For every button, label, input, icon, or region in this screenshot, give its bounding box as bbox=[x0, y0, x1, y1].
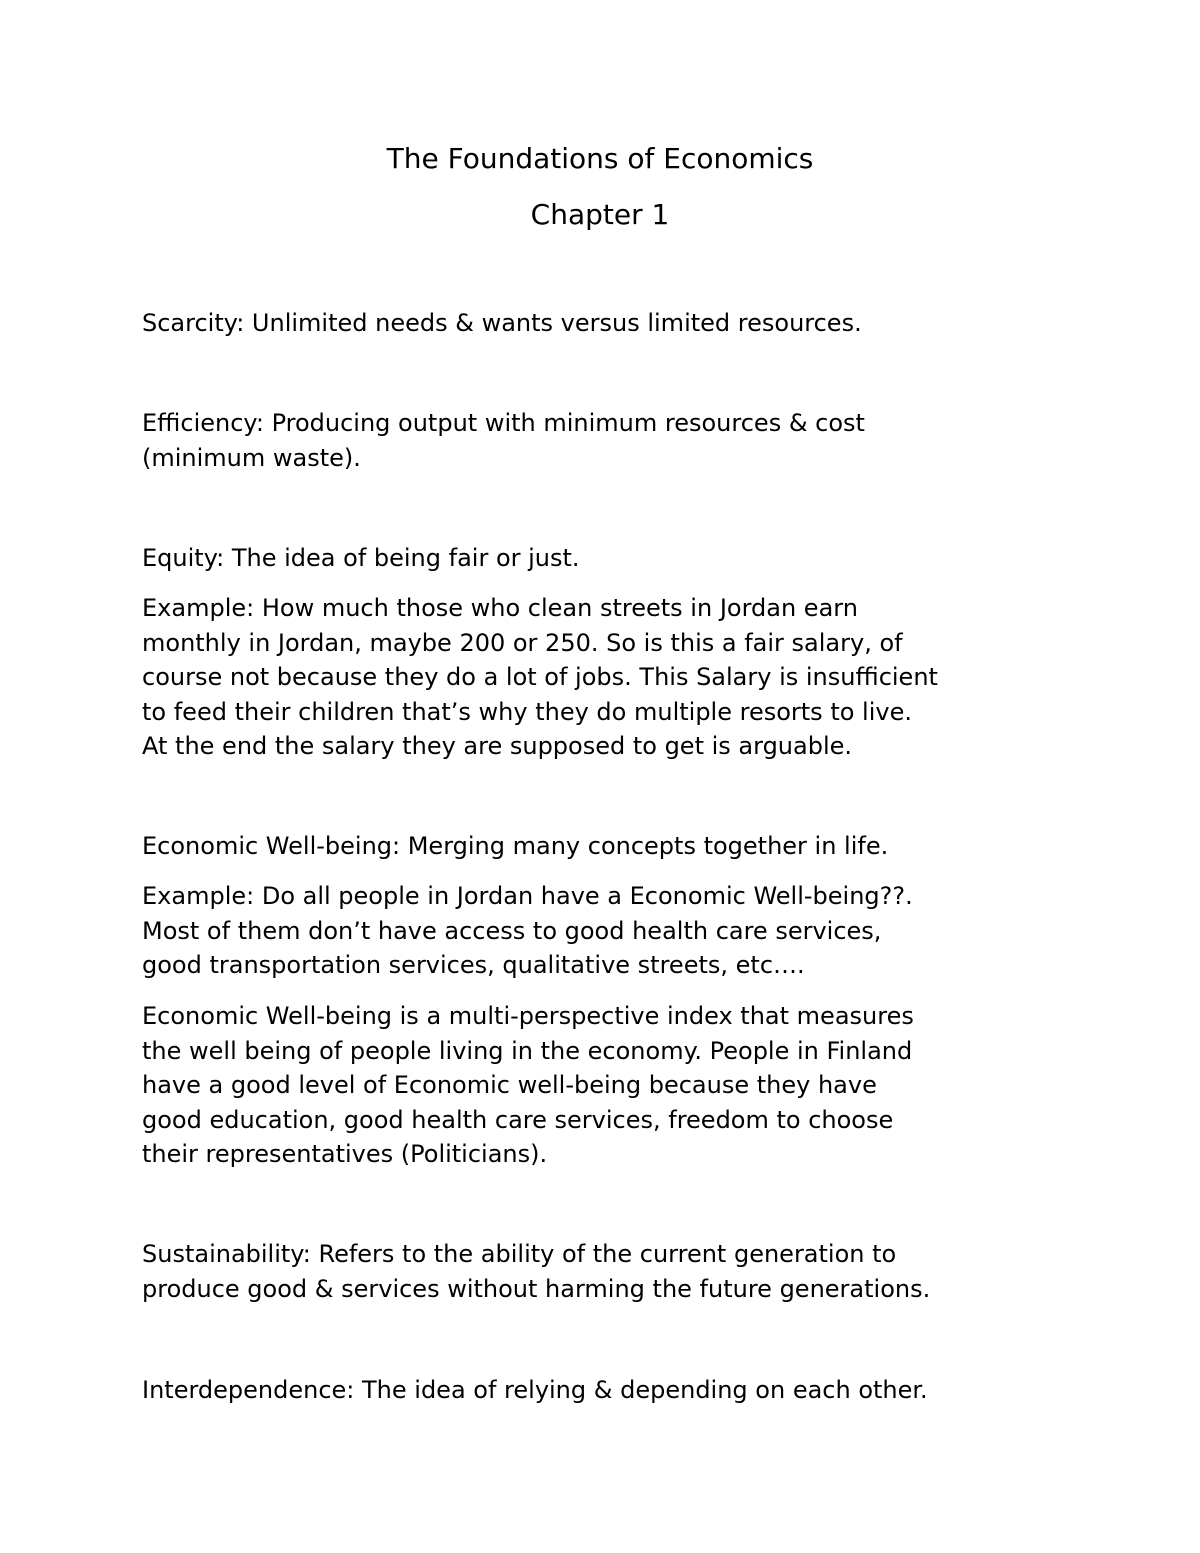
interdependence-definition: Interdependence: The idea of relying & depending on each other. bbox=[142, 1376, 928, 1404]
chapter-heading: Chapter 1 bbox=[530, 198, 670, 231]
efficiency-definition: Efficiency: Producing output with minimum resources & cost (minimum waste). bbox=[142, 409, 865, 472]
equity-example: Example: How much those who clean streets in Jordan earn monthly in Jordan, maybe 200 or 250. So is this a fair salary, of course not because they do a lot of jobs. This Salary is insufficient to feed their children that’s why they do multiple resorts to live. At the end the salary they are supposed to get is arguable. bbox=[142, 594, 938, 760]
economic-wellbeing-index: Economic Well-being is a multi-perspective index that measures the well being of people living in the economy. People in Finland have a good level of Economic well-being because they have good education, good health care services, freedom to choose their representatives (Politicians). bbox=[142, 1002, 914, 1168]
sustainability-definition: Sustainability: Refers to the ability of the current generation to produce good & services without harming the future generations. bbox=[142, 1240, 931, 1303]
equity-definition: Equity: The idea of being fair or just. bbox=[142, 544, 580, 572]
economic-wellbeing-example: Example: Do all people in Jordan have a Economic Well-being??. Most of them don’t have access to good health care services, good transportation services, qualitative streets, etc…. bbox=[142, 882, 913, 979]
scarcity-definition: Scarcity: Unlimited needs & wants versus limited resources. bbox=[142, 309, 862, 337]
document-title: The Foundations of Economics bbox=[386, 142, 814, 175]
economic-wellbeing-definition: Economic Well-being: Merging many concepts together in life. bbox=[142, 832, 889, 860]
